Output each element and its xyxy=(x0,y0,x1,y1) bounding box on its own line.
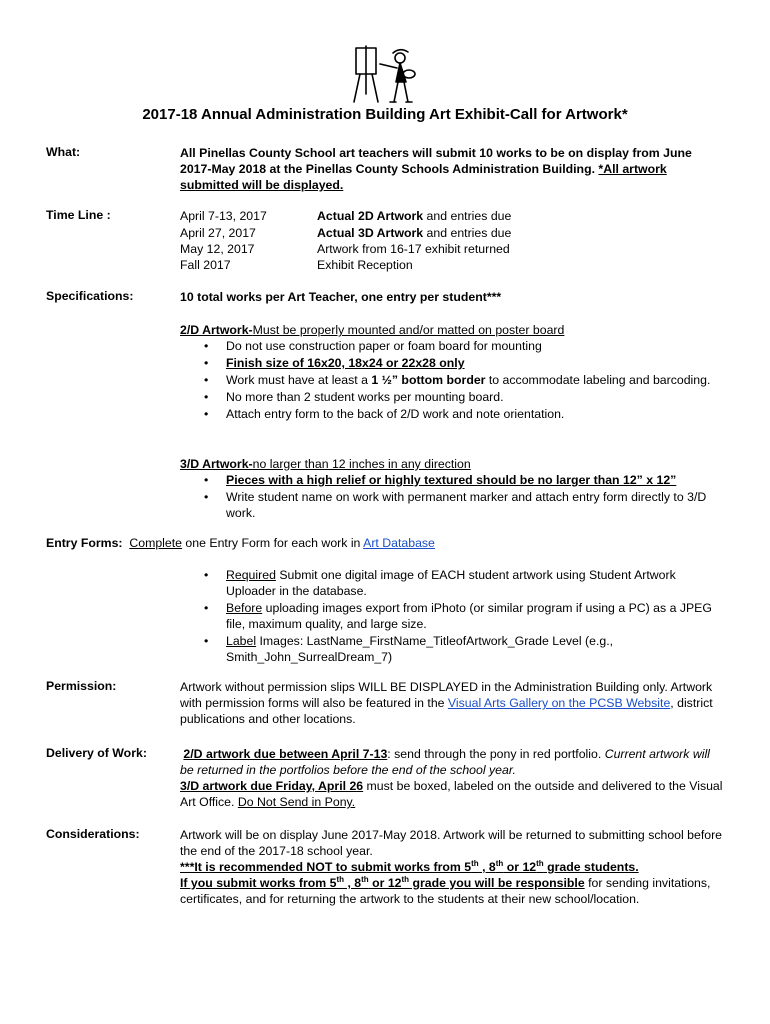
delivery-3d: 3/D artwork due Friday, April 26 must be boxed, labeled on the outside and delivered to the Visual Art Office. Do Not Send in Pony. xyxy=(180,779,723,809)
specs-headline: 10 total works per Art Teacher, one entry per student*** xyxy=(180,290,502,304)
considerations-main: Artwork will be on display June 2017-May 2018. Artwork will be returned to submitting school before the end of the 2017-18 school year. xyxy=(180,828,723,858)
what-label: What: xyxy=(46,145,81,159)
complete-text: Complete xyxy=(129,536,183,550)
list-item: • Do not use construction paper or foam board for mounting xyxy=(204,339,542,353)
timeline-date: Fall 2017 xyxy=(180,258,231,272)
threed-heading: 3/D Artwork-no larger than 12 inches in any direction xyxy=(180,457,471,471)
timeline-date: April 27, 2017 xyxy=(180,226,256,240)
threed-section xyxy=(180,456,725,522)
list-item: • Required Submit one digital image of EACH student artwork using Student Artwork Uploader in the database. xyxy=(204,568,676,598)
threed-list xyxy=(180,472,725,521)
art-database-link[interactable]: Art Database xyxy=(363,536,435,550)
considerations-text xyxy=(180,827,725,907)
entry-list xyxy=(180,567,725,665)
entry-line: Entry Forms: Complete one Entry Form for each work in Art Database xyxy=(46,536,435,550)
delivery-2d: 2/D artwork due between April 7-13: send through the pony in red portfolio. Current artwork will be returned in the portfolios before the end of the school year. xyxy=(180,747,710,777)
permission-label: Permission: xyxy=(46,679,117,693)
what-main: All Pinellas County School art teachers will submit 10 works to be on display from June 2017-May 2018 at the Pinellas County Schools Administration Building. xyxy=(180,146,692,176)
what-text xyxy=(180,145,725,193)
recommendation: ***It is recommended NOT to submit works from 5th , 8th or 12th grade students. xyxy=(180,858,639,874)
delivery-text xyxy=(180,746,725,810)
specs-label: Specifications: xyxy=(46,289,134,303)
timeline-date: April 7-13, 2017 xyxy=(180,209,267,223)
artist-easel-icon xyxy=(350,44,420,106)
timeline-date: May 12, 2017 xyxy=(180,242,255,256)
considerations-label: Considerations: xyxy=(46,827,140,841)
timeline-event: Actual 3D Artwork and entries due xyxy=(317,226,512,240)
list-item: • Attach entry form to the back of 2/D work and note orientation. xyxy=(204,407,565,421)
list-item: • No more than 2 student works per mounting board. xyxy=(204,390,504,404)
timeline-event: Exhibit Reception xyxy=(317,258,413,272)
timeline-event: Artwork from 16-17 exhibit returned xyxy=(317,242,510,256)
page-title: 2017-18 Annual Administration Building Art Exhibit-Call for Artwork* xyxy=(142,106,628,123)
what-note: *All artwork submitted will be displayed. xyxy=(180,162,667,192)
twod-heading: 2/D Artwork-Must be properly mounted and/or matted on poster board xyxy=(180,323,565,337)
responsibility: If you submit works from 5th , 8th or 12th grade you will be responsible for sending invitations, certificates, and for returning the artwork to the students at their new school/location. xyxy=(180,874,711,906)
list-item: • Before uploading images export from iPhoto (or similar program if using a PC) as a JPEG file, maximum quality, and large size. xyxy=(204,601,712,631)
entry-section xyxy=(180,567,725,666)
list-item: • Work must have at least a 1 ½” bottom border to accommodate labeling and barcoding. xyxy=(204,373,711,387)
delivery-label: Delivery of Work: xyxy=(46,746,147,760)
timeline-label: Time Line : xyxy=(46,208,111,222)
timeline-event: Actual 2D Artwork and entries due xyxy=(317,209,512,223)
list-item: • Finish size of 16x20, 18x24 or 22x28 only xyxy=(204,356,465,370)
list-item: • Label Images: LastName_FirstName_TitleofArtwork_Grade Level (e.g., Smith_John_SurrealDream_7) xyxy=(204,634,614,664)
permission-text: Artwork without permission slips WILL BE DISPLAYED in the Administration Building only. Artwork with permission forms will also be featured in the Visual Arts Gallery on the PCSB Website, district publications and other locations. xyxy=(180,680,713,726)
twod-section xyxy=(180,322,725,423)
list-item: • Write student name on work with permanent marker and attach entry form directly to 3/D work. xyxy=(204,490,707,520)
list-item: • Pieces with a high relief or highly textured should be no larger than 12” x 12” xyxy=(204,473,677,487)
twod-list xyxy=(180,338,725,422)
gallery-link[interactable]: Visual Arts Gallery on the PCSB Website xyxy=(447,696,671,710)
